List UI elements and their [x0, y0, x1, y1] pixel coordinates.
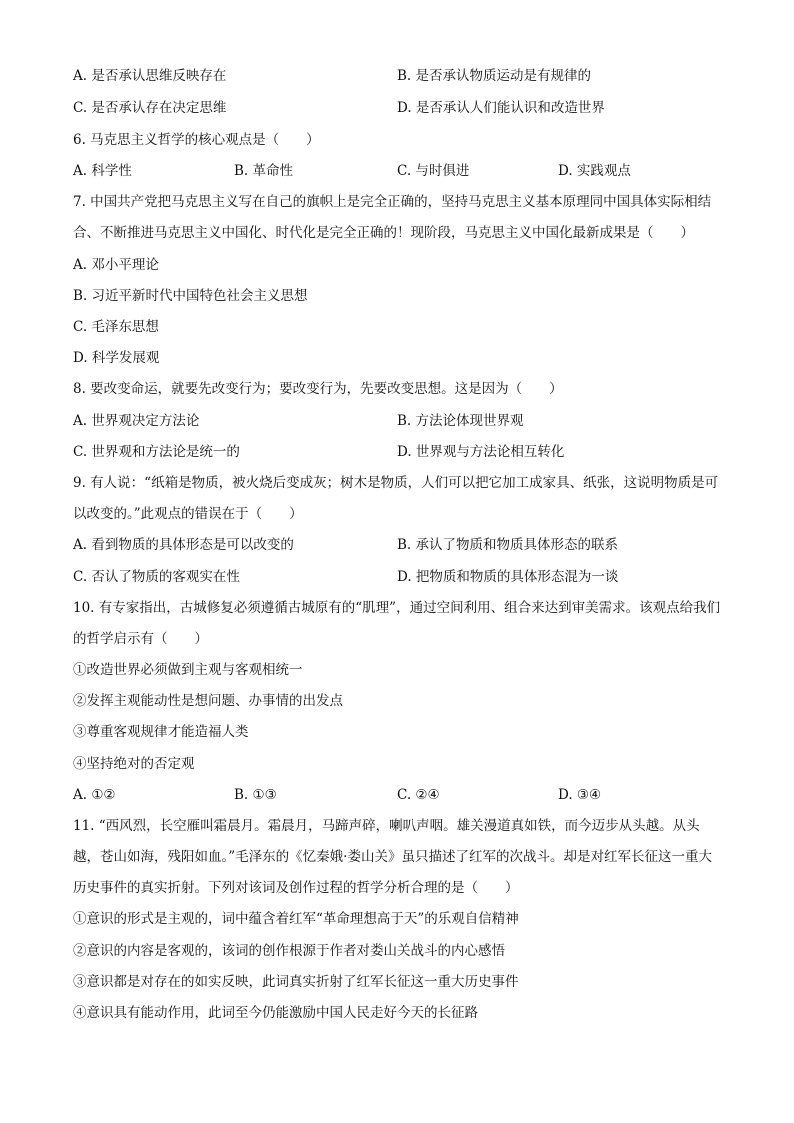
q10-option-d: D. ③④: [558, 787, 602, 803]
q6-option-c: C. 与时俱进: [397, 163, 470, 179]
q6-stem: 6. 马克思主义哲学的核心观点是（ ）: [73, 132, 320, 148]
q6-option-a: A. 科学性: [73, 163, 132, 179]
q10-option-a: A. ①②: [73, 787, 116, 803]
q11-item-2: ②意识的内容是客观的，该词的创作根源于作者对娄山关战斗的内心感悟: [73, 943, 505, 959]
q7-option-d: D. 科学发展观: [73, 350, 160, 366]
q11-item-3: ③意识都是对存在的如实反映，此词真实折射了红军长征这一重大历史事件: [73, 974, 519, 990]
q10-item-1: ①改造世界必须做到主观与客观相统一: [73, 662, 303, 678]
q8-option-d: D. 世界观与方法论相互转化: [397, 444, 565, 460]
q5-option-d: D. 是否承认人们能认识和改造世界: [397, 100, 605, 116]
q5-option-b: B. 是否承认物质运动是有规律的: [397, 68, 592, 84]
q7-stem: 7. 中国共产党把马克思主义写在自己的旗帜上是完全正确的，坚持马克思主义基本原理同中国具体实际相结合、不断推进马克思主义中国化、时代化是完全正确的！现阶段，马克思主义中国化最新成果是（ ）: [73, 194, 712, 241]
q8-option-b: B. 方法论体现世界观: [397, 413, 524, 429]
q7-option-a: A. 邓小平理论: [73, 257, 159, 273]
q5-option-c: C. 是否承认存在决定思维: [73, 100, 227, 116]
q10-item-2: ②发挥主观能动性是想问题、办事情的出发点: [73, 693, 343, 709]
q10-option-b: B. ①③: [234, 787, 277, 803]
q5-option-a: A. 是否承认思维反映存在: [73, 68, 227, 84]
q11-item-1: ①意识的形式是主观的，词中蕴含着红军“革命理想高于天”的乐观自信精神: [73, 911, 519, 927]
q9-option-d: D. 把物质和物质的具体形态混为一谈: [397, 569, 619, 585]
q9-option-c: C. 否认了物质的客观实在性: [73, 569, 240, 585]
q10-item-4: ④坚持绝对的否定观: [73, 756, 195, 772]
q11-stem: 11. “西风烈，长空雁叫霜晨月。霜晨月，马蹄声碎，喇叭声咽。雄关漫道真如铁，而今迈步从头越。从头越，苍山如海，残阳如血。”毛泽东的《忆秦娥·娄山关》虽只描述了红军的次战斗。却是对红军长征这一重大历史事件的真实折射。下列对该词及创作过程的哲学分析合理的是（ ）: [73, 818, 712, 896]
q11-item-4: ④意识具有能动作用，此词至今仍能激励中国人民走好今天的长征路: [73, 1005, 478, 1021]
q8-option-a: A. 世界观决定方法论: [73, 413, 200, 429]
q8-option-c: C. 世界观和方法论是统一的: [73, 444, 240, 460]
q6-option-b: B. 革命性: [234, 163, 294, 179]
q9-option-a: A. 看到物质的具体形态是可以改变的: [73, 537, 294, 553]
q8-stem: 8. 要改变命运，就要先改变行为；要改变行为，先要改变思想。这是因为（ ）: [73, 381, 563, 397]
q9-option-b: B. 承认了物质和物质具体形态的联系: [397, 537, 619, 553]
q7-option-c: C. 毛泽东思想: [73, 319, 159, 335]
q10-option-c: C. ②④: [397, 787, 440, 803]
q6-option-d: D. 实践观点: [558, 163, 631, 179]
q10-item-3: ③尊重客观规律才能造福人类: [73, 724, 249, 740]
q10-stem: 10. 有专家指出，古城修复必须遵循古城原有的“肌理”，通过空间利用、组合来达到审美需求。该观点给我们的哲学启示有（ ）: [73, 600, 721, 647]
q9-stem: 9. 有人说：“纸箱是物质，被火烧后变成灰；树木是物质，人们可以把它加工成家具、纸张，这说明物质是可以改变的。”此观点的错误在于（ ）: [73, 475, 719, 522]
q7-option-b: B. 习近平新时代中国特色社会主义思想: [73, 288, 308, 304]
